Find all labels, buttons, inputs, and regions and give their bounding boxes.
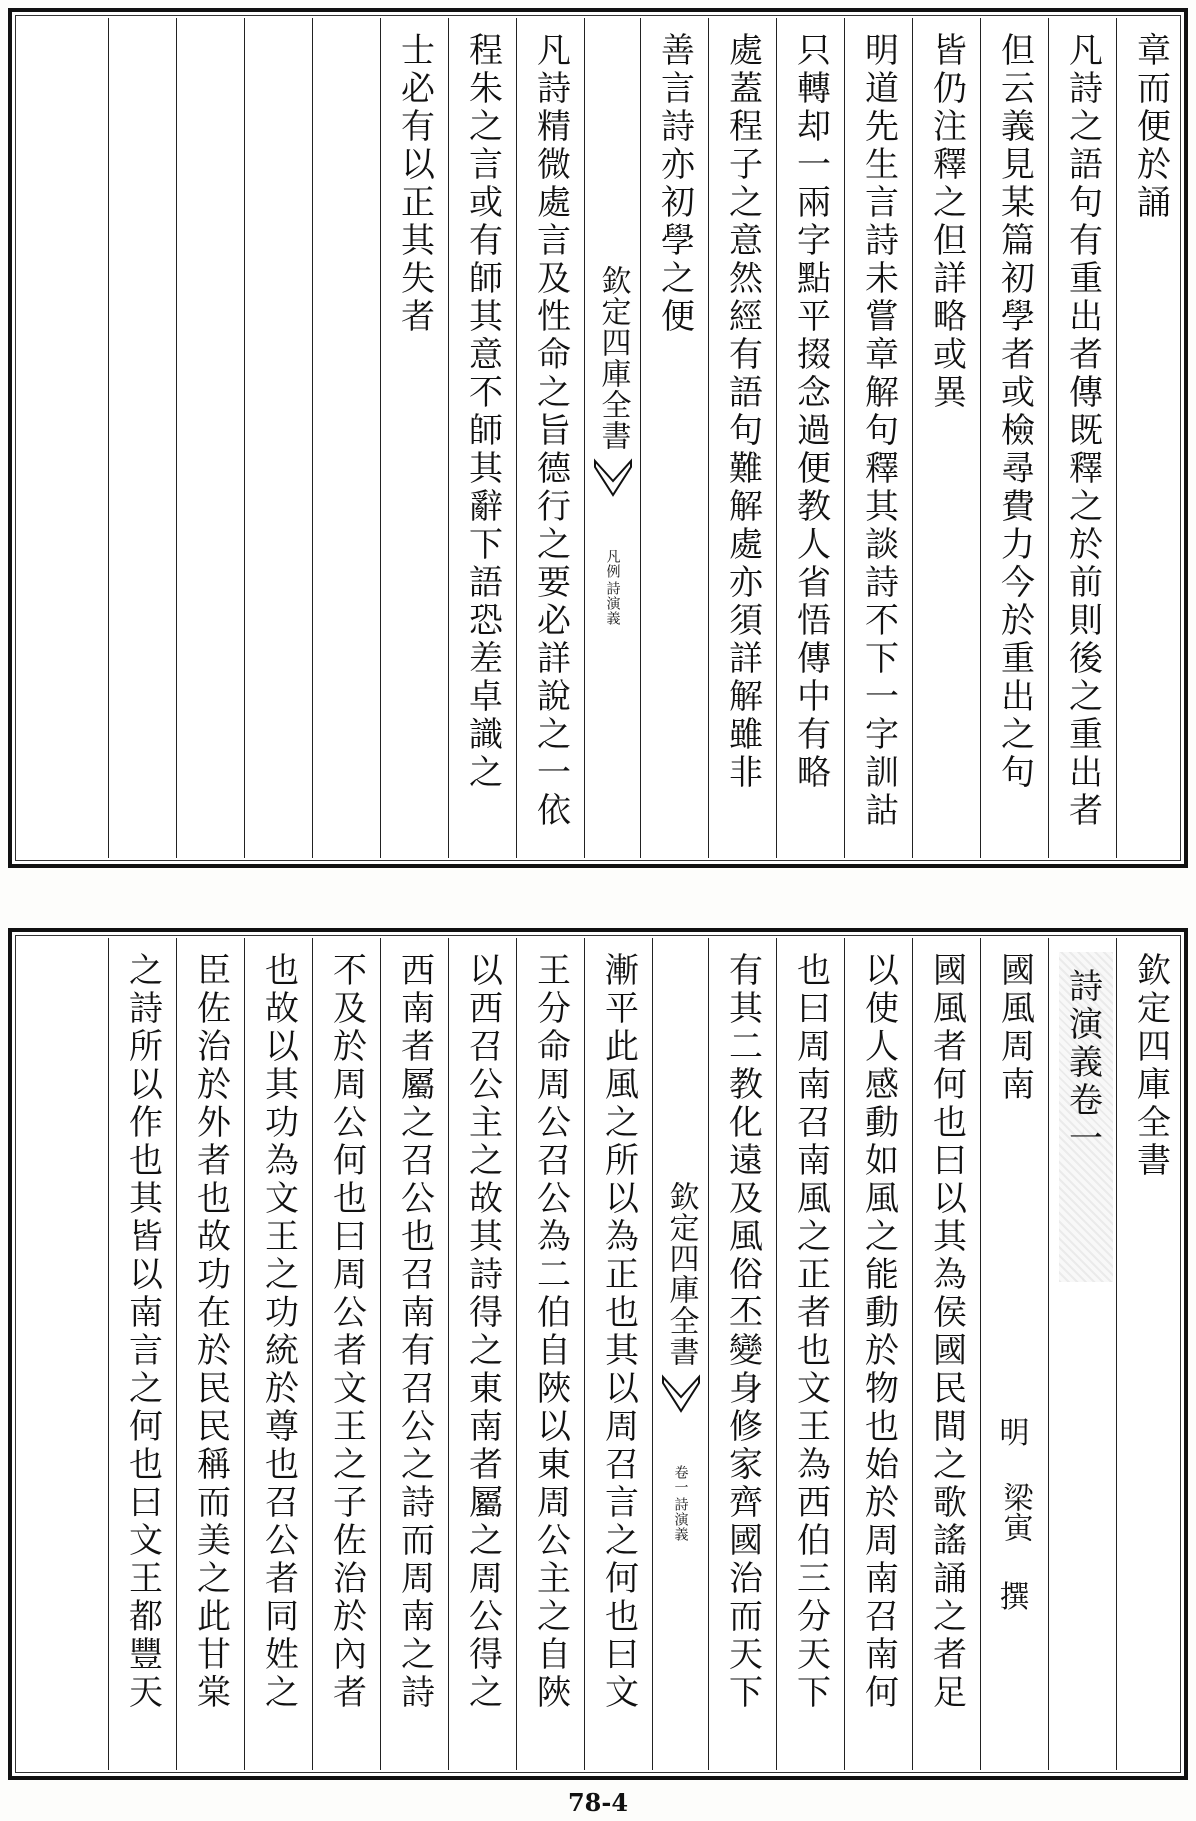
bottom-page — [8, 928, 1188, 1780]
column-text: 善言詩亦初學之便 — [654, 32, 695, 336]
author-role: 撰 — [999, 1580, 1030, 1615]
column-text: 之詩所以作也其皆以南言之何也曰文王都豐天 — [122, 952, 163, 1712]
fish-tail-mark-icon — [661, 1373, 701, 1415]
fold-title: 欽定四庫全書 — [595, 264, 631, 451]
text-column — [448, 938, 516, 1770]
column-text: 程朱之言或有師其意不師其辭下語恐差卓識之 — [462, 32, 503, 792]
text-column — [108, 938, 176, 1770]
fish-tail-mark-icon — [593, 457, 633, 499]
text-column — [584, 938, 652, 1770]
fold-title: 欽定四庫全書 — [663, 1180, 699, 1367]
column-text: 凡詩之語句有重出者傳既釋之於前則後之重出者 — [1062, 32, 1103, 830]
column-text: 凡詩精微處言及性命之旨德行之要必詳說之一依 — [530, 32, 571, 830]
book-series-title: 欽定四庫全書 — [1130, 952, 1171, 1180]
column-text: 以使人感動如風之能動於物也始於周南召南何 — [858, 952, 899, 1712]
text-column — [516, 938, 584, 1770]
text-column — [1116, 18, 1184, 858]
column-text: 士必有以正其失者 — [394, 32, 435, 336]
column-text: 處蓋程子之意然經有語句難解處亦須詳解雖非 — [722, 32, 763, 792]
center-fold — [652, 938, 708, 1770]
text-column — [708, 938, 776, 1770]
empty-column — [244, 18, 312, 858]
text-column — [380, 18, 448, 858]
text-column — [912, 938, 980, 1770]
column-text: 國風周南 — [994, 952, 1035, 1104]
book-title-column — [1048, 938, 1116, 1770]
fold-section: 卷一 — [672, 1464, 689, 1495]
page-number: 78-4 — [567, 1788, 629, 1817]
text-column — [176, 938, 244, 1770]
column-text: 但云義見某篇初學者或檢尋費力今於重出之句 — [994, 32, 1035, 792]
text-column — [380, 938, 448, 1770]
column-text: 王分命周公召公為二伯自陜以東周公主之自陜 — [530, 952, 571, 1712]
fold-book: 詩演義 — [604, 580, 621, 626]
text-column — [912, 18, 980, 858]
column-text: 皆仍注釋之但詳略或異 — [926, 32, 967, 412]
column-text: 明道先生言詩未嘗章解句釋其談詩不下一字訓詁 — [858, 32, 899, 830]
column-text: 有其二教化遠及風俗丕變身修家齊國治而天下 — [722, 952, 763, 1712]
fold-labels — [671, 1465, 691, 1542]
text-column — [244, 938, 312, 1770]
top-page — [8, 8, 1188, 868]
text-column — [312, 938, 380, 1770]
author-column — [980, 938, 1048, 1770]
empty-column — [312, 18, 380, 858]
author-line — [981, 1408, 1048, 1616]
empty-column — [176, 18, 244, 858]
column-text: 臣佐治於外者也故功在於民民稱而美之此甘棠 — [190, 952, 231, 1712]
text-column — [640, 18, 708, 858]
text-column — [844, 18, 912, 858]
empty-column — [18, 938, 108, 1770]
column-text: 西南者屬之召公也召南有召公之詩而周南之詩 — [394, 952, 435, 1712]
text-column — [708, 18, 776, 858]
column-text: 國風者何也曰以其為侯國民間之歌謠誦之者足 — [926, 952, 967, 1712]
title-column — [1116, 938, 1184, 1770]
fold-section: 凡例 — [604, 548, 621, 579]
author-name: 梁寅 — [997, 1482, 1033, 1542]
column-text: 以西召公主之故其詩得之東南者屬之周公得之 — [462, 952, 503, 1712]
text-column — [776, 938, 844, 1770]
fold-labels — [603, 549, 623, 626]
text-column — [1048, 18, 1116, 858]
column-text: 不及於周公何也曰周公者文王之子佐治於內者 — [326, 952, 367, 1712]
text-column — [516, 18, 584, 858]
text-column — [980, 18, 1048, 858]
column-text: 只轉却一兩字點平掇念過便教人省悟傳中有略 — [790, 32, 831, 792]
author-dynasty: 明 — [999, 1416, 1030, 1451]
column-text: 章而便於誦 — [1130, 32, 1171, 222]
fold-book: 詩演義 — [672, 1496, 689, 1542]
book-volume-title: 詩演義卷一 — [1062, 968, 1103, 1158]
empty-column — [108, 18, 176, 858]
center-fold — [584, 18, 640, 858]
text-column — [448, 18, 516, 858]
column-text: 漸平此風之所以為正也其以周召言之何也曰文 — [598, 952, 639, 1712]
text-column — [844, 938, 912, 1770]
column-text: 也曰周南召南風之正者也文王為西伯三分天下 — [790, 952, 831, 1712]
empty-column — [18, 18, 108, 858]
column-text: 也故以其功為文王之功統於尊也召公者同姓之 — [258, 952, 299, 1712]
text-column — [776, 18, 844, 858]
